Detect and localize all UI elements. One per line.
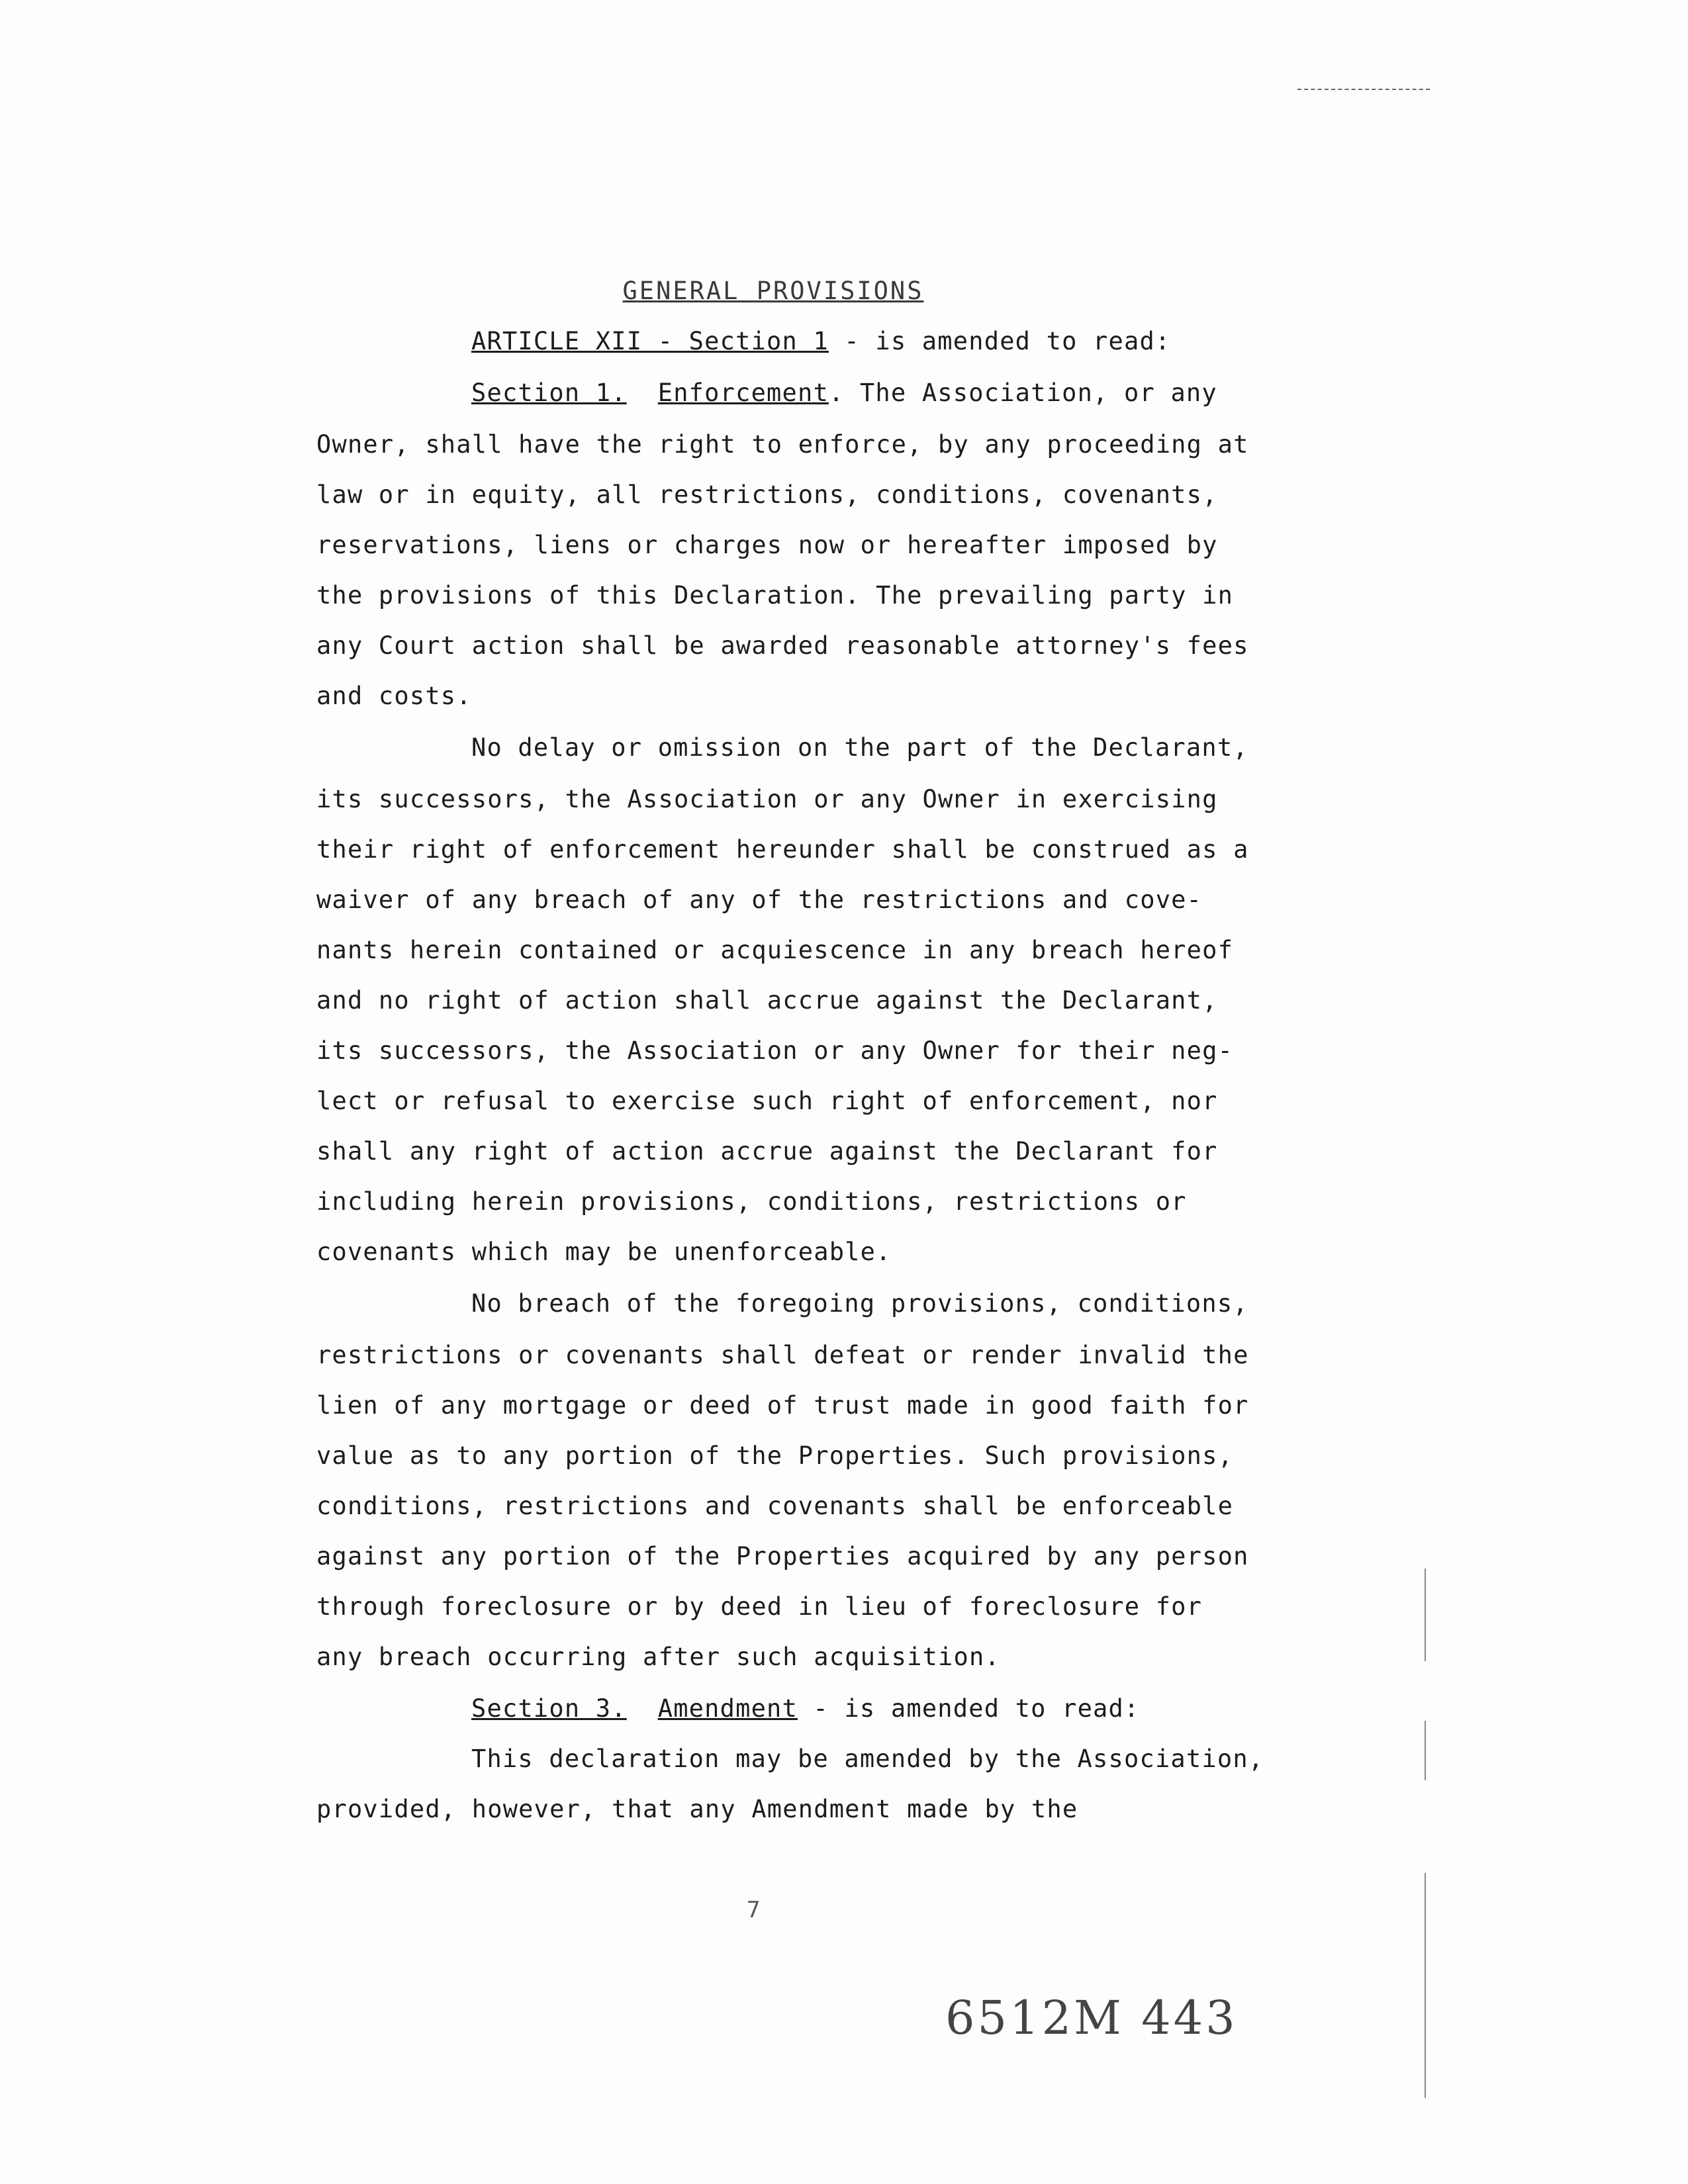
section1-title: Enforcement: [657, 379, 829, 407]
text-line: reservations, liens or charges now or hereafter imposed by: [316, 531, 1218, 559]
book-page-stamp: 6512M 443: [945, 1991, 1238, 2045]
text-line: and no right of action shall accrue against the Declarant,: [316, 986, 1218, 1015]
text-line: conditions, restrictions and covenants shall be enforceable: [316, 1492, 1234, 1520]
scan-edge-line: [1425, 1721, 1426, 1780]
section1-label: Section 1.: [471, 379, 627, 407]
paragraph-first-line: No delay or omission on the part of the Declarant,: [471, 733, 1248, 762]
paragraph-first-line: No breach of the foregoing provisions, conditions,: [471, 1289, 1248, 1318]
section3-heading-line: [471, 1694, 1140, 1723]
text-line: their right of enforcement hereunder shall be construed as a: [316, 835, 1249, 864]
text-line: waiver of any breach of any of the restrictions and cove-: [316, 886, 1203, 914]
text-line: the provisions of this Declaration. The prevailing party in: [316, 581, 1234, 610]
text-line: its successors, the Association or any Owner in exercising: [316, 785, 1218, 813]
section1-heading-text: . The Association, or any: [828, 379, 1217, 407]
page-number: 7: [747, 1897, 761, 1923]
text-line: shall any right of action accrue against the Declarant for: [316, 1137, 1218, 1165]
text-line: covenants which may be unenforceable.: [316, 1238, 892, 1266]
text-line: against any portion of the Properties acquired by any person: [316, 1542, 1249, 1570]
text-line: value as to any portion of the Properties. Such provisions,: [316, 1441, 1234, 1470]
text-line: law or in equity, all restrictions, conditions, covenants,: [316, 480, 1218, 509]
text-line: lect or refusal to exercise such right of enforcement, nor: [316, 1087, 1218, 1115]
scan-edge-line: [1425, 1873, 1426, 2098]
text-line: nants herein contained or acquiescence in any breach hereof: [316, 936, 1234, 964]
text-line: through foreclosure or by deed in lieu of foreclosure for: [316, 1592, 1203, 1621]
text-line: restrictions or covenants shall defeat or render invalid the: [316, 1341, 1249, 1369]
section3-title: Amendment: [657, 1694, 798, 1723]
text-line: including herein provisions, conditions, restrictions or: [316, 1187, 1187, 1216]
section3-label: Section 3.: [471, 1694, 627, 1723]
scan-edge-line: [1425, 1569, 1426, 1661]
text-line: its successors, the Association or any Owner for their neg-: [316, 1036, 1234, 1065]
text-line: lien of any mortgage or deed of trust made in good faith for: [316, 1391, 1249, 1420]
document-heading: GENERAL PROVISIONS: [622, 277, 924, 305]
scan-mark-top: [1297, 89, 1430, 91]
article-reference: ARTICLE XII - Section 1: [471, 327, 829, 355]
text-line: provided, however, that any Amendment made by the: [316, 1795, 1078, 1823]
paragraph-first-line: This declaration may be amended by the Association,: [471, 1745, 1264, 1773]
text-line: and costs.: [316, 682, 472, 710]
article-line: [471, 327, 1170, 355]
text-line: any Court action shall be awarded reasonable attorney's fees: [316, 631, 1249, 660]
section3-heading-text: - is amended to read:: [798, 1694, 1140, 1723]
article-line-text: - is amended to read:: [828, 327, 1171, 355]
section1-heading-line: [471, 379, 1217, 407]
text-line: Owner, shall have the right to enforce, by any proceeding at: [316, 430, 1249, 459]
text-line: any breach occurring after such acquisition.: [316, 1643, 1000, 1671]
